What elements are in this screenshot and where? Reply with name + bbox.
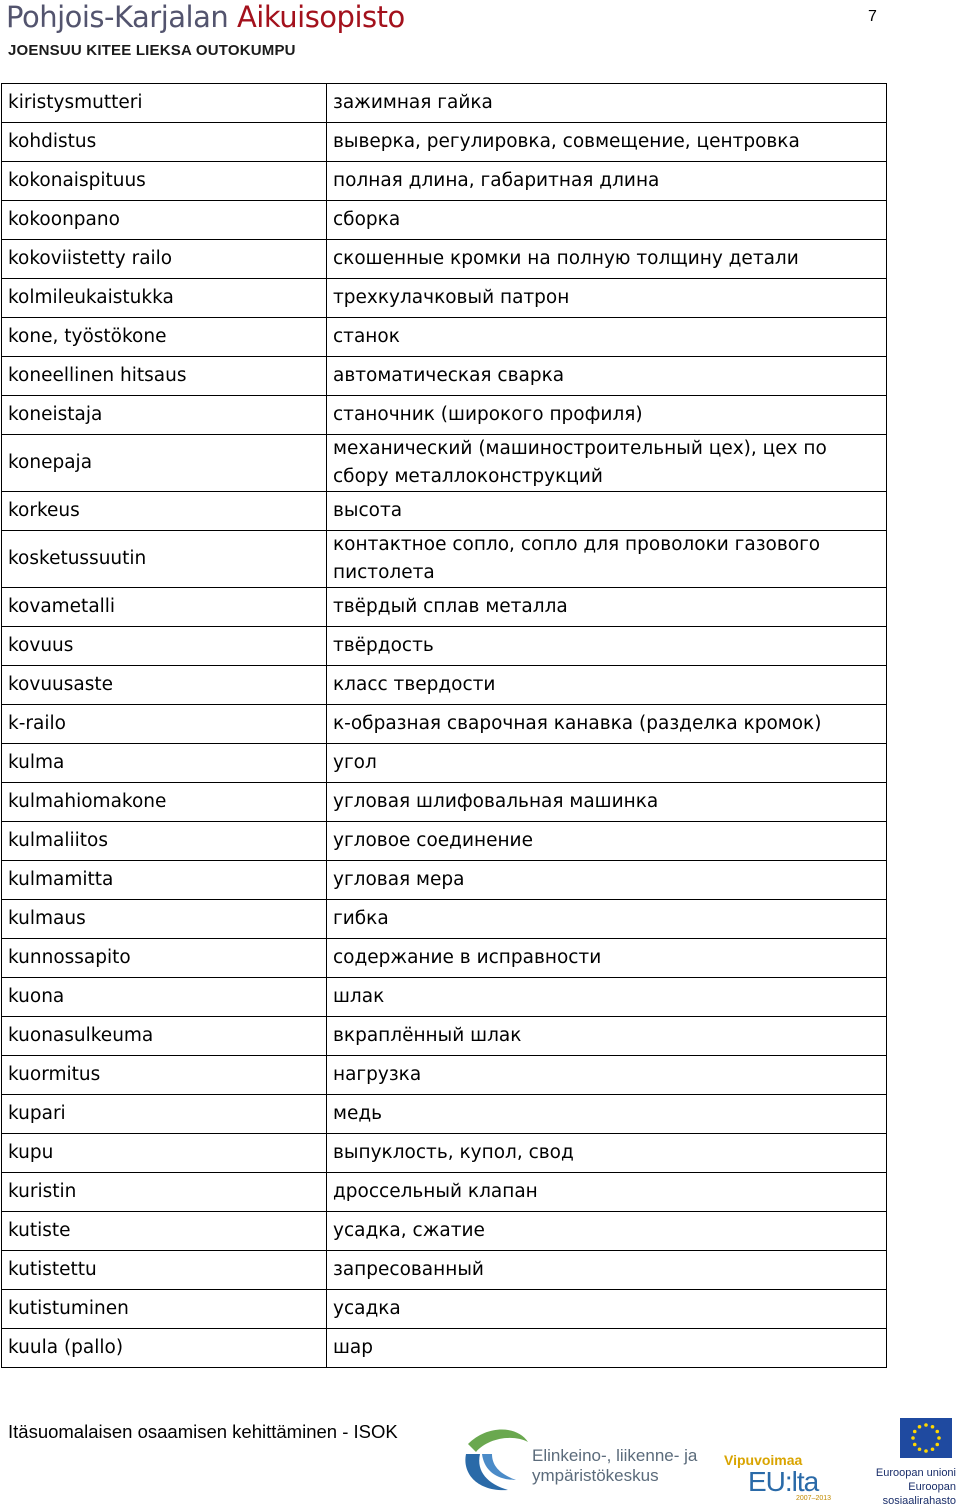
eu-union-text: Euroopan unioni: [875, 1467, 956, 1479]
glossary-row: [2, 531, 887, 588]
logo-text-region: Pohjois-Karjalan: [6, 0, 229, 34]
term-finnish: kunnossapito: [2, 939, 327, 978]
term-russian: сборка: [327, 201, 887, 240]
glossary-row: [2, 978, 887, 1017]
term-russian: усадка: [327, 1290, 887, 1329]
term-finnish: kone, työstökone: [2, 318, 327, 357]
term-russian: шлак: [327, 978, 887, 1017]
term-finnish: kokoonpano: [2, 201, 327, 240]
glossary-row: [2, 588, 887, 627]
eu-star: [931, 1425, 935, 1429]
eu-lta-text: EU:lta: [748, 1466, 819, 1497]
term-finnish: kutistettu: [2, 1251, 327, 1290]
term-finnish: kovuus: [2, 627, 327, 666]
glossary-row: [2, 1173, 887, 1212]
term-russian: твёрдый сплав металла: [327, 588, 887, 627]
project-title: Itäsuomalaisen osaamisen kehittäminen - ISOK: [8, 1421, 398, 1442]
eu-flag-icon: [900, 1418, 952, 1458]
glossary-row: [2, 1017, 887, 1056]
term-finnish: konepaja: [2, 435, 327, 492]
eu-star: [913, 1430, 917, 1434]
term-russian: станочник (широкого профиля): [327, 396, 887, 435]
term-finnish: kohdistus: [2, 123, 327, 162]
term-finnish: k-railo: [2, 705, 327, 744]
term-russian: твёрдость: [327, 627, 887, 666]
glossary-row: [2, 1290, 887, 1329]
eu-star: [918, 1425, 922, 1429]
ely-line-2: ympäristökeskus: [532, 1466, 659, 1485]
term-russian: дроссельный клапан: [327, 1173, 887, 1212]
term-finnish: kokoviistetty railo: [2, 240, 327, 279]
term-russian: угловая мера: [327, 861, 887, 900]
term-russian: шар: [327, 1329, 887, 1368]
glossary-row: [2, 1329, 887, 1368]
eu-star: [918, 1447, 922, 1451]
glossary-row: [2, 123, 887, 162]
term-finnish: kosketussuutin: [2, 531, 327, 588]
term-russian: станок: [327, 318, 887, 357]
term-russian: запресованный: [327, 1251, 887, 1290]
term-finnish: kulma: [2, 744, 327, 783]
glossary-row: [2, 1134, 887, 1173]
term-finnish: kiristysmutteri: [2, 84, 327, 123]
eu-star: [924, 1449, 928, 1453]
eu-star: [937, 1436, 941, 1440]
glossary-row: [2, 1056, 887, 1095]
term-russian: зажимная гайка: [327, 84, 887, 123]
term-russian: механический (машиностроительный цех), цех по сбору металлоконструкций: [327, 435, 887, 492]
term-finnish: kutistuminen: [2, 1290, 327, 1329]
term-finnish: kokonaispituus: [2, 162, 327, 201]
header-locations: JOENSUU KITEE LIEKSA OUTOKUMPU: [8, 42, 296, 59]
term-finnish: kuristin: [2, 1173, 327, 1212]
term-russian: скошенные кромки на полную толщину детали: [327, 240, 887, 279]
eu-star: [924, 1423, 928, 1427]
term-russian: к-образная сварочная канавка (разделка кромок): [327, 705, 887, 744]
ely-centre-name: [532, 1446, 697, 1486]
term-russian: полная длина, габаритная длина: [327, 162, 887, 201]
term-russian: класс твердости: [327, 666, 887, 705]
glossary-row: [2, 705, 887, 744]
school-logo: [6, 0, 405, 34]
eu-star: [935, 1443, 939, 1447]
glossary-row: [2, 1095, 887, 1134]
term-russian: усадка, сжатие: [327, 1212, 887, 1251]
term-russian: выверка, регулировка, совмещение, центровка: [327, 123, 887, 162]
term-russian: контактное сопло, сопло для проволоки газового пистолета: [327, 531, 887, 588]
term-russian: вкраплённый шлак: [327, 1017, 887, 1056]
term-russian: нагрузка: [327, 1056, 887, 1095]
term-russian: угловое соединение: [327, 822, 887, 861]
glossary-row: [2, 435, 887, 492]
glossary-row: [2, 396, 887, 435]
glossary-row: [2, 357, 887, 396]
term-finnish: kuonasulkeuma: [2, 1017, 327, 1056]
glossary-row: [2, 744, 887, 783]
glossary-row: [2, 240, 887, 279]
term-russian: угол: [327, 744, 887, 783]
term-finnish: koneellinen hitsaus: [2, 357, 327, 396]
eu-star: [911, 1436, 915, 1440]
term-finnish: kulmaliitos: [2, 822, 327, 861]
term-finnish: kovuusaste: [2, 666, 327, 705]
term-finnish: kupari: [2, 1095, 327, 1134]
glossary-row: [2, 666, 887, 705]
term-finnish: korkeus: [2, 492, 327, 531]
glossary-table: [1, 83, 887, 1368]
glossary-row: [2, 162, 887, 201]
term-finnish: kuona: [2, 978, 327, 1017]
term-russian: выпуклость, купол, свод: [327, 1134, 887, 1173]
glossary-row: [2, 318, 887, 357]
term-russian: гибка: [327, 900, 887, 939]
term-finnish: kupu: [2, 1134, 327, 1173]
glossary-row: [2, 900, 887, 939]
term-russian: автоматическая сварка: [327, 357, 887, 396]
term-russian: угловая шлифовальная машинка: [327, 783, 887, 822]
ely-line-1: Elinkeino-, liikenne- ja: [532, 1446, 698, 1465]
vipuvoimaa-text: Vipuvoimaa: [724, 1452, 803, 1468]
page-number: 7: [868, 8, 877, 25]
eu-star: [913, 1443, 917, 1447]
glossary-row: [2, 492, 887, 531]
term-finnish: koneistaja: [2, 396, 327, 435]
term-finnish: kovametalli: [2, 588, 327, 627]
term-russian: содержание в исправности: [327, 939, 887, 978]
glossary-row: [2, 1212, 887, 1251]
term-finnish: kulmamitta: [2, 861, 327, 900]
glossary-row: [2, 822, 887, 861]
term-russian: высота: [327, 492, 887, 531]
glossary-row: [2, 201, 887, 240]
glossary-row: [2, 861, 887, 900]
glossary-row: [2, 1251, 887, 1290]
term-finnish: kuula (pallo): [2, 1329, 327, 1368]
eu-fund-text: Euroopan sosiaalirahasto: [882, 1481, 956, 1507]
glossary-row: [2, 783, 887, 822]
term-finnish: kuormitus: [2, 1056, 327, 1095]
glossary-row: [2, 627, 887, 666]
term-finnish: kulmahiomakone: [2, 783, 327, 822]
glossary-row: [2, 279, 887, 318]
eu-years-text: 2007–2013: [796, 1495, 832, 1502]
glossary-row: [2, 84, 887, 123]
eu-fund-label: [836, 1466, 956, 1508]
glossary-row: [2, 939, 887, 978]
term-finnish: kutiste: [2, 1212, 327, 1251]
term-russian: медь: [327, 1095, 887, 1134]
logo-text-school: Aikuisopisto: [236, 0, 405, 34]
eu-star: [935, 1430, 939, 1434]
term-russian: трехкулачковый патрон: [327, 279, 887, 318]
eu-star: [931, 1447, 935, 1451]
term-finnish: kulmaus: [2, 900, 327, 939]
term-finnish: kolmileukaistukka: [2, 279, 327, 318]
